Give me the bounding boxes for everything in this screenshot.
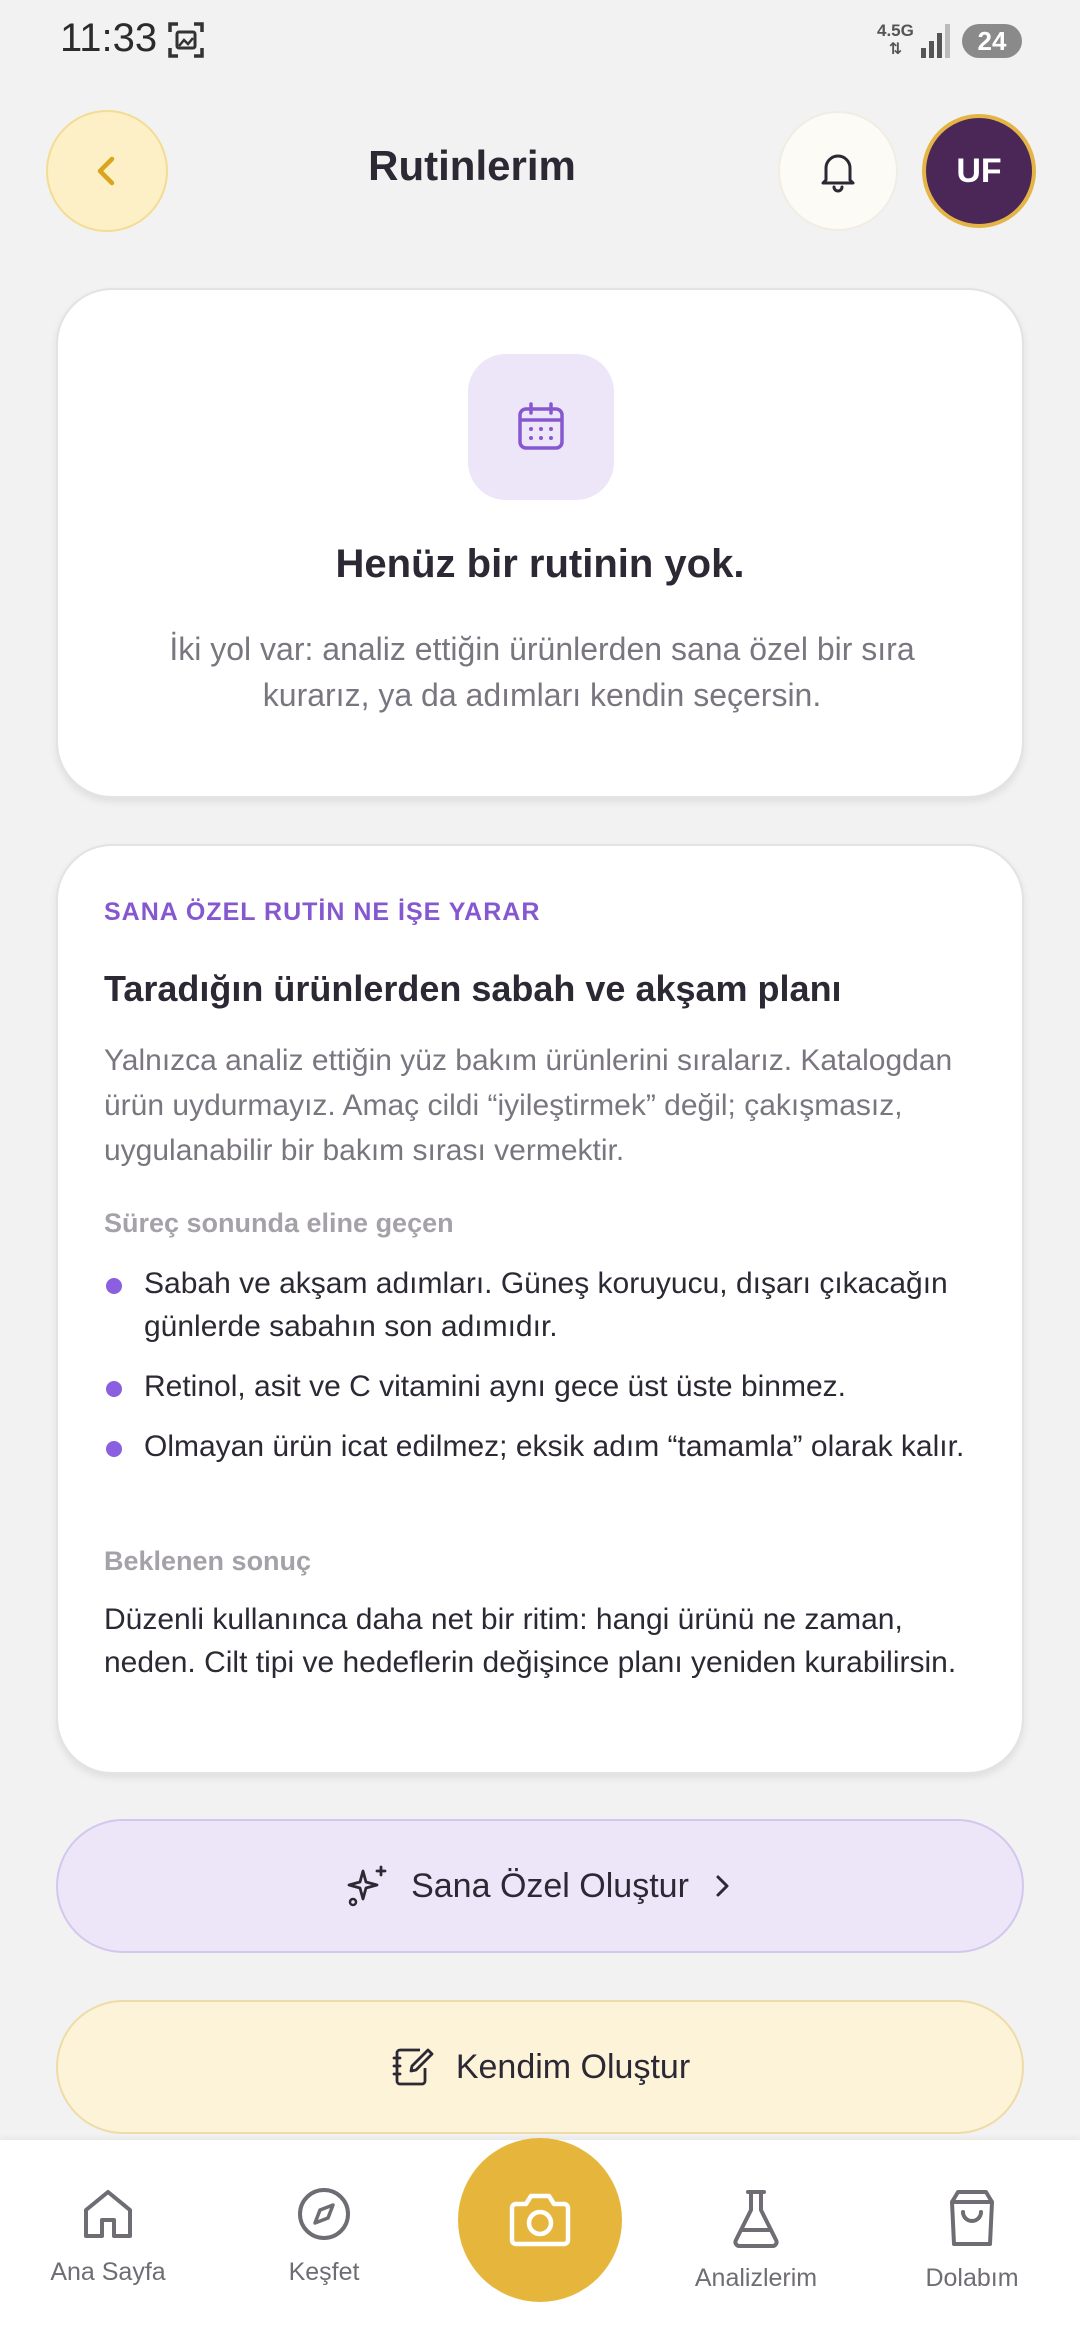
list-item-text: Retinol, asit ve C vitamini aynı gece üst üste binmez. xyxy=(144,1370,846,1403)
create-personalized-button[interactable] xyxy=(56,1819,1024,1953)
calendar-tile xyxy=(468,354,614,500)
back-button[interactable] xyxy=(46,110,168,232)
camera-icon xyxy=(504,2184,576,2256)
result-text: Düzenli kullanınca daha net bir ritim: hangi ürünü ne zaman, neden. Cilt tipi ve hedeflerin değişince planı yeniden kurabilirsin. xyxy=(104,1603,957,1679)
empty-state-title: Henüz bir rutinin yok. xyxy=(335,542,745,586)
bullet-dot xyxy=(106,1278,122,1294)
result-label: Beklenen sonuç xyxy=(104,1546,312,1576)
home-icon xyxy=(78,2184,138,2244)
info-text: Yalnızca analiz ettiğin yüz bakım ürünlerini sıralarız. Katalogdan ürün uydurmayız. Amaç cildi “iyileştirmek” değil; çakışmasız, uygulanabilir bir bakım sırası vermektir. xyxy=(104,1044,953,1167)
flask-icon xyxy=(726,2186,786,2250)
create-manually-button[interactable] xyxy=(56,2000,1024,2134)
list-item-text: Sabah ve akşam adımları. Güneş koruyucu, dışarı çıkacağın günlerde sabahın son adımıdır. xyxy=(144,1267,948,1343)
empty-state-card xyxy=(56,288,1024,798)
chevron-right-icon xyxy=(709,1871,735,1901)
empty-state-description: İki yol var: analiz ettiğin ürünlerden sana özel bir sıra kurarız, ya da adımları kendin seçersin. xyxy=(169,631,915,713)
info-eyebrow: SANA ÖZEL RUTİN NE İŞE YARAR xyxy=(104,898,541,926)
create-manually-label: Kendim Oluştur xyxy=(455,2047,691,2086)
notifications-button[interactable] xyxy=(778,111,898,231)
shopping-bag-icon xyxy=(942,2186,1002,2250)
list-item xyxy=(104,1365,984,1408)
camera-button[interactable] xyxy=(458,2138,622,2302)
info-card xyxy=(56,844,1024,1774)
create-personalized-label: Sana Özel Oluştur xyxy=(411,1866,689,1905)
status-bar xyxy=(0,0,1080,80)
avatar[interactable]: UF xyxy=(922,114,1036,228)
signal-icon xyxy=(920,22,954,58)
nav-item-analyses[interactable] xyxy=(666,2186,846,2293)
list-item xyxy=(104,1262,984,1348)
nav-item-home[interactable] xyxy=(18,2184,198,2287)
bullet-dot xyxy=(106,1441,122,1457)
chevron-left-icon xyxy=(87,151,127,191)
calendar-icon xyxy=(514,400,568,454)
nav-label-analyses: Analizlerim xyxy=(694,2264,818,2292)
nav-label-home: Ana Sayfa xyxy=(50,2258,166,2286)
compass-icon xyxy=(294,2184,354,2244)
list-item xyxy=(104,1425,984,1468)
info-heading: Taradığın ürünlerden sabah ve akşam planı xyxy=(104,968,842,1009)
sparkles-icon xyxy=(345,1863,391,1909)
deliverables-label: Süreç sonunda eline geçen xyxy=(104,1208,454,1238)
status-time: 11:33 xyxy=(60,16,158,60)
bell-icon xyxy=(814,147,862,195)
list-item-text: Olmayan ürün icat edilmez; eksik adım “tamamla” olarak kalır. xyxy=(144,1430,965,1463)
page-title: Rutinlerim xyxy=(368,142,576,189)
notebook-pen-icon xyxy=(390,2044,436,2090)
screenshot-icon xyxy=(166,20,206,60)
bullet-dot xyxy=(106,1381,122,1397)
nav-label-explore: Keşfet xyxy=(288,2258,360,2286)
network-indicator: 4.5G ⇅ xyxy=(877,21,914,58)
battery-indicator: 24 xyxy=(962,24,1022,58)
nav-label-wardrobe: Dolabım xyxy=(925,2264,1019,2292)
nav-item-explore[interactable] xyxy=(234,2184,414,2287)
nav-item-wardrobe[interactable] xyxy=(882,2186,1062,2293)
deliverables-list xyxy=(104,1262,984,1485)
